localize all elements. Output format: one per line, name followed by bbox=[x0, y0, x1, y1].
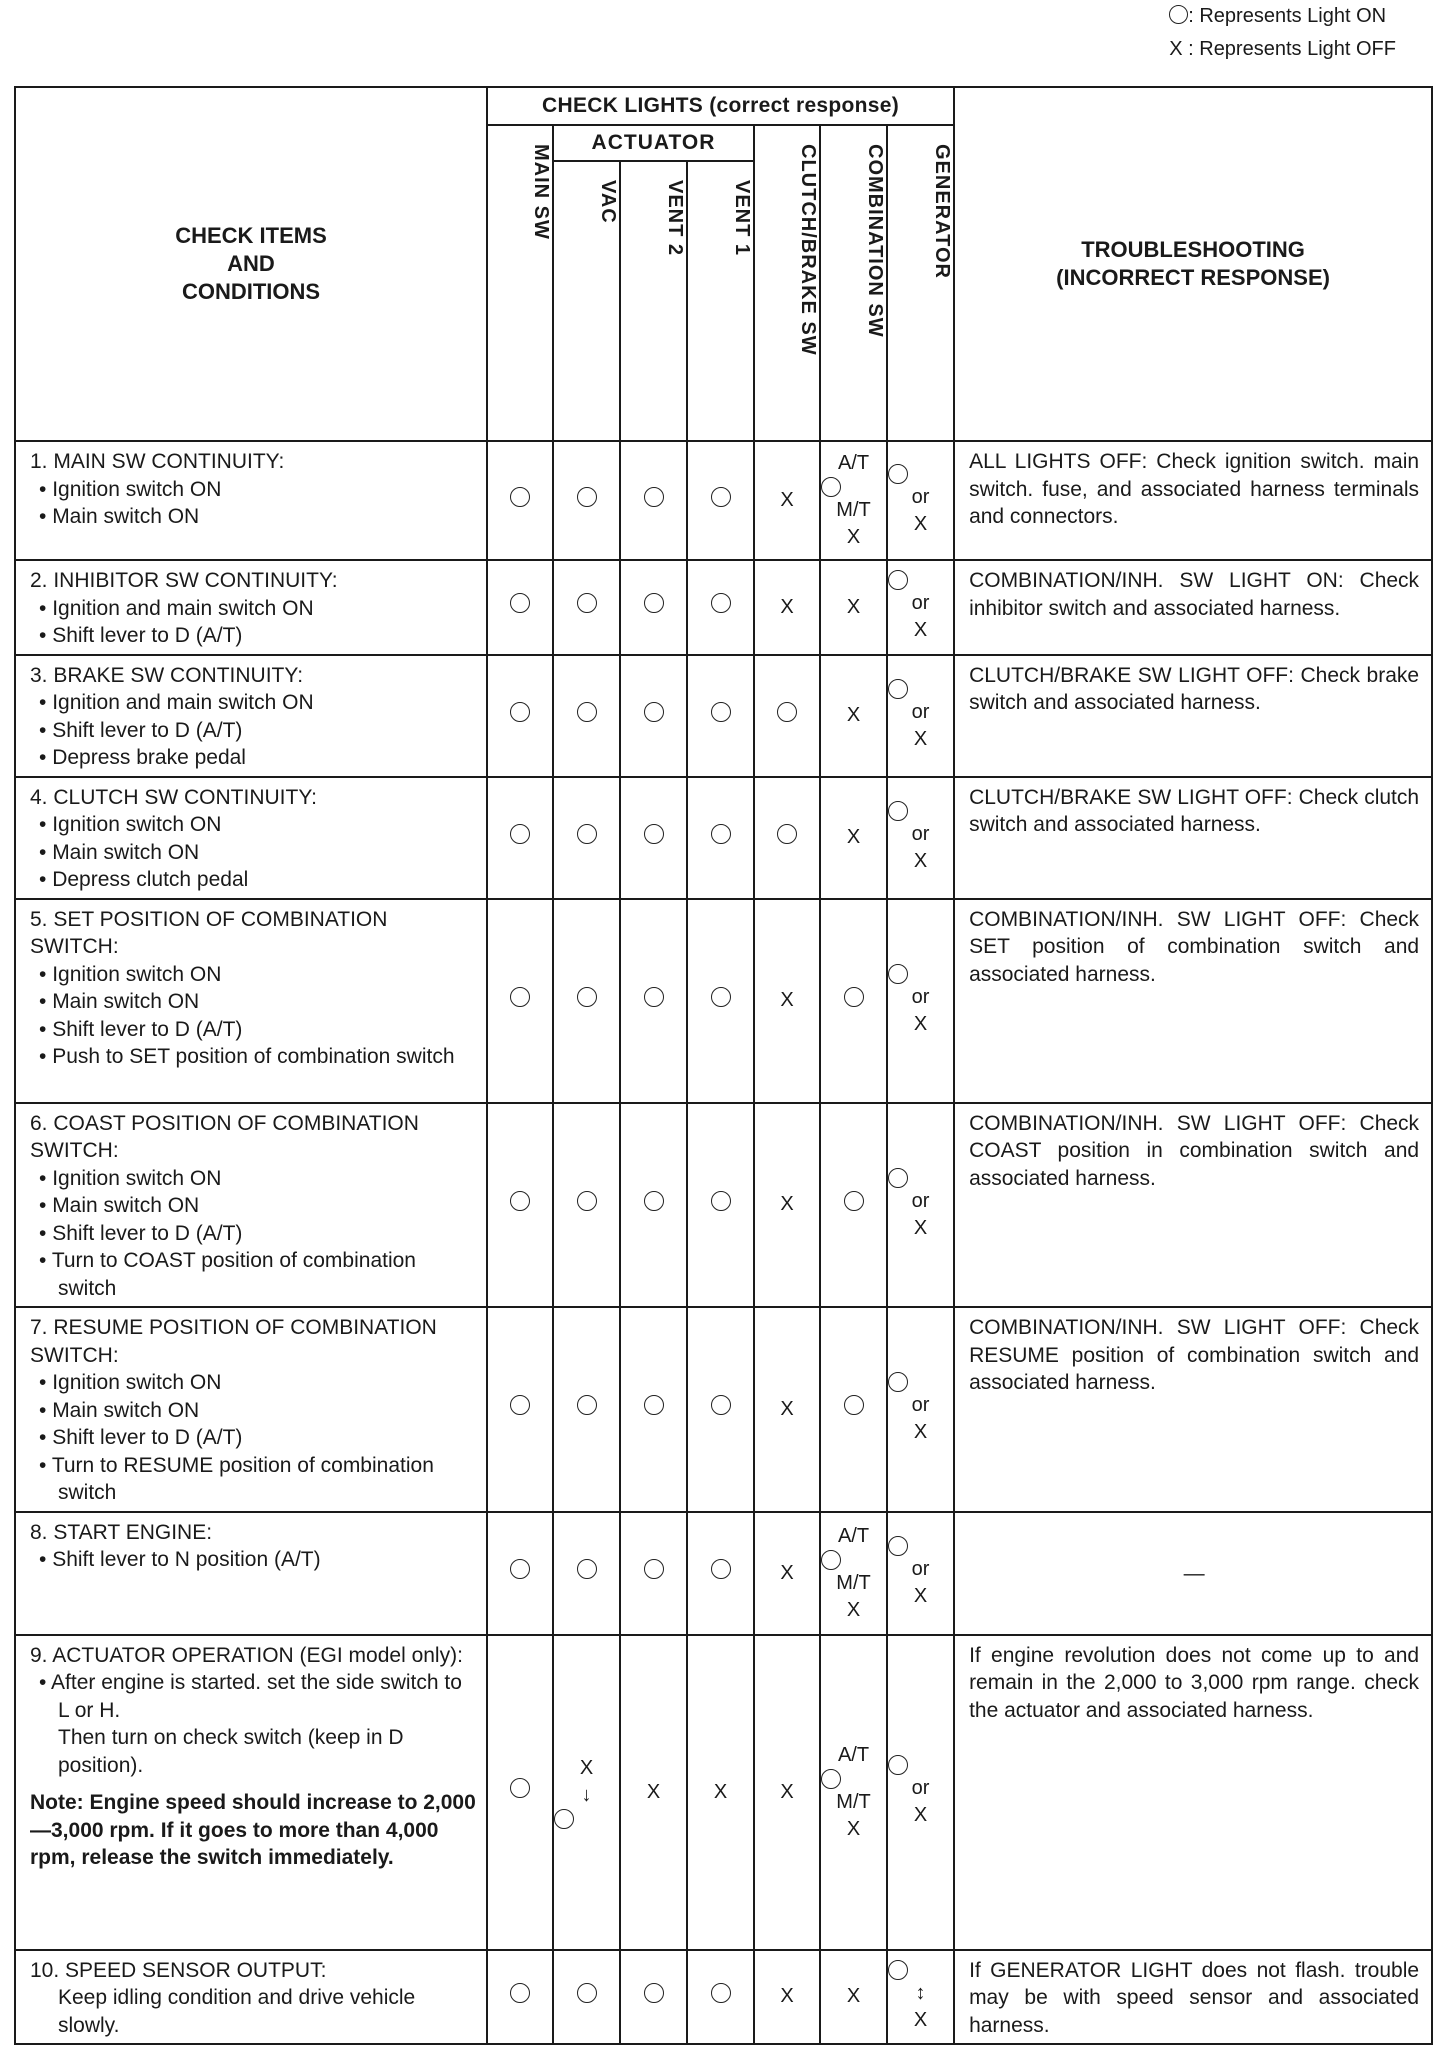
check-item-cell bbox=[15, 1635, 487, 1950]
item-condition: • Main switch ON bbox=[30, 503, 478, 531]
light-main-sw bbox=[487, 1103, 553, 1308]
item-title: 4. CLUTCH SW CONTINUITY: bbox=[30, 785, 318, 809]
item-condition: • Shift lever to D (A/T) bbox=[30, 717, 478, 745]
circle-icon bbox=[577, 1395, 597, 1415]
circle-icon bbox=[844, 1191, 864, 1211]
col-vent-1: VENT 1 bbox=[687, 161, 754, 441]
col-main-sw: MAIN SW bbox=[487, 125, 553, 441]
circle-icon bbox=[554, 1809, 574, 1829]
circle-icon bbox=[644, 1983, 664, 2003]
item-subtext: Then turn on check switch (keep in D position). bbox=[58, 1726, 404, 1777]
troubleshooting-cell: COMBINATION/INH. SW LIGHT OFF: Check COAST position in combination switch and associated harness. bbox=[954, 1103, 1432, 1308]
circle-icon bbox=[888, 1960, 908, 1980]
light-vent-2: X bbox=[620, 1635, 687, 1950]
light-vac bbox=[553, 1512, 620, 1635]
light-vac bbox=[553, 655, 620, 777]
light-generator: or X bbox=[887, 1307, 954, 1512]
circle-icon bbox=[510, 1191, 530, 1211]
circle-icon bbox=[711, 593, 731, 613]
light-clutch-brake-sw: X bbox=[754, 1103, 820, 1308]
circle-icon bbox=[644, 1559, 664, 1579]
check-item-cell bbox=[15, 899, 487, 1103]
legend-off: X : Represents Light OFF bbox=[1169, 38, 1396, 60]
circle-icon bbox=[888, 1755, 908, 1775]
circle-icon bbox=[821, 477, 841, 497]
troubleshooting-cell: COMBINATION/INH. SW LIGHT OFF: Check SET position of combination switch and associated harness. bbox=[954, 899, 1432, 1103]
table-row bbox=[15, 1512, 1432, 1635]
troubleshooting-cell: CLUTCH/BRAKE SW LIGHT OFF: Check brake switch and associated harness. bbox=[954, 655, 1432, 777]
item-condition: • Shift lever to D (A/T) bbox=[30, 1424, 478, 1452]
circle-icon bbox=[577, 1191, 597, 1211]
light-main-sw bbox=[487, 560, 553, 655]
circle-icon bbox=[510, 824, 530, 844]
light-clutch-brake-sw: X bbox=[754, 1307, 820, 1512]
circle-icon bbox=[510, 1395, 530, 1415]
item-title: 5. SET POSITION OF COMBINATION SWITCH: bbox=[30, 907, 388, 958]
circle-icon bbox=[777, 824, 797, 844]
circle-icon bbox=[644, 702, 664, 722]
light-vent-1 bbox=[687, 655, 754, 777]
light-generator: or X bbox=[887, 899, 954, 1103]
circle-icon bbox=[711, 824, 731, 844]
item-title: 6. COAST POSITION OF COMBINATION SWITCH: bbox=[30, 1111, 419, 1162]
item-subtext: Keep idling condition and drive vehicle slowly. bbox=[58, 1986, 416, 2037]
light-main-sw bbox=[487, 441, 553, 560]
light-vent-2 bbox=[620, 1512, 687, 1635]
circle-icon bbox=[644, 1395, 664, 1415]
light-main-sw bbox=[487, 899, 553, 1103]
troubleshooting-cell: If GENERATOR LIGHT does not flash. trouble may be with speed sensor and associated harness. bbox=[954, 1950, 1432, 2045]
circle-icon bbox=[777, 702, 797, 722]
col-clutch-brake-sw: CLUTCH/BRAKE SW bbox=[754, 125, 820, 441]
light-clutch-brake-sw: X bbox=[754, 560, 820, 655]
check-item-cell bbox=[15, 777, 487, 899]
circle-icon bbox=[888, 1372, 908, 1392]
light-generator: or X bbox=[887, 655, 954, 777]
light-vent-1 bbox=[687, 1950, 754, 2045]
circle-icon bbox=[510, 487, 530, 507]
circle-icon bbox=[888, 1168, 908, 1188]
light-main-sw bbox=[487, 1307, 553, 1512]
light-clutch-brake-sw: X bbox=[754, 1635, 820, 1950]
check-items-header: CHECK ITEMS AND CONDITIONS bbox=[15, 87, 487, 441]
light-vac bbox=[553, 899, 620, 1103]
item-title: 10. SPEED SENSOR OUTPUT: bbox=[30, 1958, 327, 1982]
light-combination-sw bbox=[820, 1307, 887, 1512]
item-title: 2. INHIBITOR SW CONTINUITY: bbox=[30, 569, 338, 592]
troubleshooting-header: TROUBLESHOOTING (INCORRECT RESPONSE) bbox=[954, 87, 1432, 441]
circle-icon bbox=[888, 1536, 908, 1556]
col-vent-2: VENT 2 bbox=[620, 161, 687, 441]
circle-icon bbox=[510, 987, 530, 1007]
light-vac bbox=[553, 441, 620, 560]
light-main-sw bbox=[487, 777, 553, 899]
troubleshooting-cell: If engine revolution does not come up to and remain in the 2,000 to 3,000 rpm range. check the actuator and associated harness. bbox=[954, 1635, 1432, 1950]
light-generator: or X bbox=[887, 777, 954, 899]
item-condition: • Shift lever to D (A/T) bbox=[30, 622, 478, 650]
light-vent-1 bbox=[687, 441, 754, 560]
light-vent-1 bbox=[687, 560, 754, 655]
item-condition: • Ignition and main switch ON bbox=[30, 689, 478, 717]
item-condition: • Main switch ON bbox=[30, 988, 478, 1016]
table-row bbox=[15, 777, 1432, 899]
circle-icon bbox=[711, 487, 731, 507]
table-row bbox=[15, 1950, 1432, 2045]
col-generator: GENERATOR bbox=[887, 125, 954, 441]
light-combination-sw: X bbox=[820, 560, 887, 655]
light-vac bbox=[553, 1307, 620, 1512]
table-row bbox=[15, 560, 1432, 655]
circle-icon bbox=[888, 679, 908, 699]
light-vent-2 bbox=[620, 1103, 687, 1308]
light-vent-2 bbox=[620, 1307, 687, 1512]
light-vent-1 bbox=[687, 1103, 754, 1308]
light-vent-2 bbox=[620, 441, 687, 560]
item-condition: • Ignition switch ON bbox=[30, 1165, 478, 1193]
light-vent-1 bbox=[687, 899, 754, 1103]
item-condition: • Shift lever to D (A/T) bbox=[30, 1220, 478, 1248]
troubleshooting-cell: COMBINATION/INH. SW LIGHT OFF: Check RESUME position of combination switch and associated harness. bbox=[954, 1307, 1432, 1512]
table-row bbox=[15, 899, 1432, 1103]
light-main-sw bbox=[487, 1512, 553, 1635]
circle-icon bbox=[644, 593, 664, 613]
col-vac: VAC bbox=[553, 161, 620, 441]
light-vac bbox=[553, 1103, 620, 1308]
light-clutch-brake-sw bbox=[754, 777, 820, 899]
light-clutch-brake-sw: X bbox=[754, 1512, 820, 1635]
circle-icon bbox=[888, 464, 908, 484]
item-condition: • Ignition switch ON bbox=[30, 811, 478, 839]
circle-icon bbox=[510, 1559, 530, 1579]
circle-icon bbox=[844, 987, 864, 1007]
light-generator: ↕ X bbox=[887, 1950, 954, 2045]
item-condition: • Ignition switch ON bbox=[30, 961, 478, 989]
circle-icon bbox=[711, 1559, 731, 1579]
troubleshooting-cell: — bbox=[954, 1512, 1432, 1635]
check-item-cell bbox=[15, 655, 487, 777]
item-condition: • Main switch ON bbox=[30, 1192, 478, 1220]
light-vent-1 bbox=[687, 777, 754, 899]
light-vac bbox=[553, 777, 620, 899]
light-generator: or X bbox=[887, 560, 954, 655]
circle-icon bbox=[577, 593, 597, 613]
light-vent-2 bbox=[620, 777, 687, 899]
circle-icon bbox=[644, 1191, 664, 1211]
circle-icon bbox=[577, 487, 597, 507]
circle-icon bbox=[844, 1395, 864, 1415]
light-combination-sw: A/T M/T X bbox=[820, 441, 887, 560]
light-main-sw bbox=[487, 1950, 553, 2045]
item-note: Note: Engine speed should increase to 2,000—3,000 rpm. If it goes to more than 4,000 rpm, release the switch immediately. bbox=[30, 1791, 476, 1869]
troubleshooting-cell: CLUTCH/BRAKE SW LIGHT OFF: Check clutch switch and associated harness. bbox=[954, 777, 1432, 899]
circle-icon bbox=[577, 987, 597, 1007]
circle-icon bbox=[821, 1769, 841, 1789]
light-vent-2 bbox=[620, 560, 687, 655]
legend-on: : Represents Light ON bbox=[1169, 0, 1396, 33]
light-combination-sw: X bbox=[820, 777, 887, 899]
legend bbox=[1169, 0, 1396, 66]
item-condition: • Shift lever to N position (A/T) bbox=[30, 1546, 478, 1574]
circle-icon bbox=[821, 1550, 841, 1570]
light-vac bbox=[553, 560, 620, 655]
light-clutch-brake-sw: X bbox=[754, 1950, 820, 2045]
check-item-cell bbox=[15, 1103, 487, 1308]
item-title: 8. START ENGINE: bbox=[30, 1520, 213, 1544]
item-condition: • Main switch ON bbox=[30, 839, 478, 867]
item-title: 7. RESUME POSITION OF COMBINATION SWITCH: bbox=[30, 1316, 437, 1367]
light-combination-sw bbox=[820, 899, 887, 1103]
table-row bbox=[15, 441, 1432, 560]
light-generator: or X bbox=[887, 1103, 954, 1308]
circle-icon bbox=[888, 964, 908, 984]
circle-icon bbox=[577, 1983, 597, 2003]
check-item-cell bbox=[15, 441, 487, 560]
circle-icon bbox=[510, 702, 530, 722]
light-generator: or X bbox=[887, 441, 954, 560]
table-row bbox=[15, 1307, 1432, 1512]
circle-icon bbox=[510, 1778, 530, 1798]
check-item-cell bbox=[15, 1950, 487, 2045]
item-condition: • Ignition switch ON bbox=[30, 476, 478, 504]
item-title: 1. MAIN SW CONTINUITY: bbox=[30, 450, 285, 473]
item-title: 3. BRAKE SW CONTINUITY: bbox=[30, 663, 304, 687]
light-clutch-brake-sw: X bbox=[754, 441, 820, 560]
circle-icon bbox=[644, 487, 664, 507]
light-clutch-brake-sw: X bbox=[754, 899, 820, 1103]
light-vent-1 bbox=[687, 1307, 754, 1512]
circle-icon bbox=[644, 824, 664, 844]
item-condition: • Shift lever to D (A/T) bbox=[30, 1016, 478, 1044]
item-condition: • Turn to RESUME position of combination switch bbox=[30, 1452, 478, 1507]
item-condition: • After engine is started. set the side switch to L or H. bbox=[30, 1669, 478, 1724]
circle-icon bbox=[577, 824, 597, 844]
check-lights-header: CHECK LIGHTS (correct response) bbox=[487, 87, 954, 125]
light-vac: X ↓ bbox=[553, 1635, 620, 1950]
light-vent-2 bbox=[620, 655, 687, 777]
light-vent-2 bbox=[620, 1950, 687, 2045]
circle-icon bbox=[577, 702, 597, 722]
light-combination-sw: A/T M/T X bbox=[820, 1635, 887, 1950]
troubleshooting-cell: COMBINATION/INH. SW LIGHT ON: Check inhibitor switch and associated harness. bbox=[954, 560, 1432, 655]
check-item-cell bbox=[15, 560, 487, 655]
light-combination-sw: X bbox=[820, 655, 887, 777]
table-row bbox=[15, 1103, 1432, 1308]
circle-icon bbox=[577, 1559, 597, 1579]
light-vent-2 bbox=[620, 899, 687, 1103]
circle-icon bbox=[510, 593, 530, 613]
circle-icon bbox=[711, 1395, 731, 1415]
circle-icon bbox=[888, 801, 908, 821]
check-item-cell bbox=[15, 1512, 487, 1635]
light-combination-sw: A/T M/T X bbox=[820, 1512, 887, 1635]
light-generator: or X bbox=[887, 1512, 954, 1635]
actuator-header: ACTUATOR bbox=[553, 125, 754, 161]
check-item-cell bbox=[15, 1307, 487, 1512]
item-condition: • Depress brake pedal bbox=[30, 744, 478, 772]
light-clutch-brake-sw bbox=[754, 655, 820, 777]
item-condition: • Depress clutch pedal bbox=[30, 866, 478, 894]
table-row bbox=[15, 655, 1432, 777]
troubleshooting-cell: ALL LIGHTS OFF: Check ignition switch. main switch. fuse, and associated harness terminals and connectors. bbox=[954, 441, 1432, 560]
circle-icon bbox=[711, 1191, 731, 1211]
item-condition: • Push to SET position of combination switch bbox=[30, 1043, 478, 1071]
light-vent-1 bbox=[687, 1512, 754, 1635]
table-row bbox=[15, 1635, 1432, 1950]
circle-icon bbox=[888, 570, 908, 590]
item-condition: • Ignition and main switch ON bbox=[30, 595, 478, 623]
circle-icon bbox=[711, 702, 731, 722]
circle-icon bbox=[510, 1983, 530, 2003]
light-main-sw bbox=[487, 1635, 553, 1950]
circle-icon bbox=[644, 987, 664, 1007]
item-title: 9. ACTUATOR OPERATION (EGI model only): bbox=[30, 1643, 463, 1667]
light-combination-sw: X bbox=[820, 1950, 887, 2045]
light-combination-sw bbox=[820, 1103, 887, 1308]
col-combination-sw: COMBINATION SW bbox=[820, 125, 887, 441]
light-vent-1: X bbox=[687, 1635, 754, 1950]
circle-icon bbox=[711, 1983, 731, 2003]
item-condition: • Ignition switch ON bbox=[30, 1369, 478, 1397]
item-condition: • Main switch ON bbox=[30, 1397, 478, 1425]
item-condition: • Turn to COAST position of combination switch bbox=[30, 1247, 478, 1302]
check-table bbox=[14, 86, 1433, 2045]
circle-icon bbox=[711, 987, 731, 1007]
circle-icon bbox=[1169, 5, 1188, 24]
light-generator: or X bbox=[887, 1635, 954, 1950]
light-vac bbox=[553, 1950, 620, 2045]
light-main-sw bbox=[487, 655, 553, 777]
